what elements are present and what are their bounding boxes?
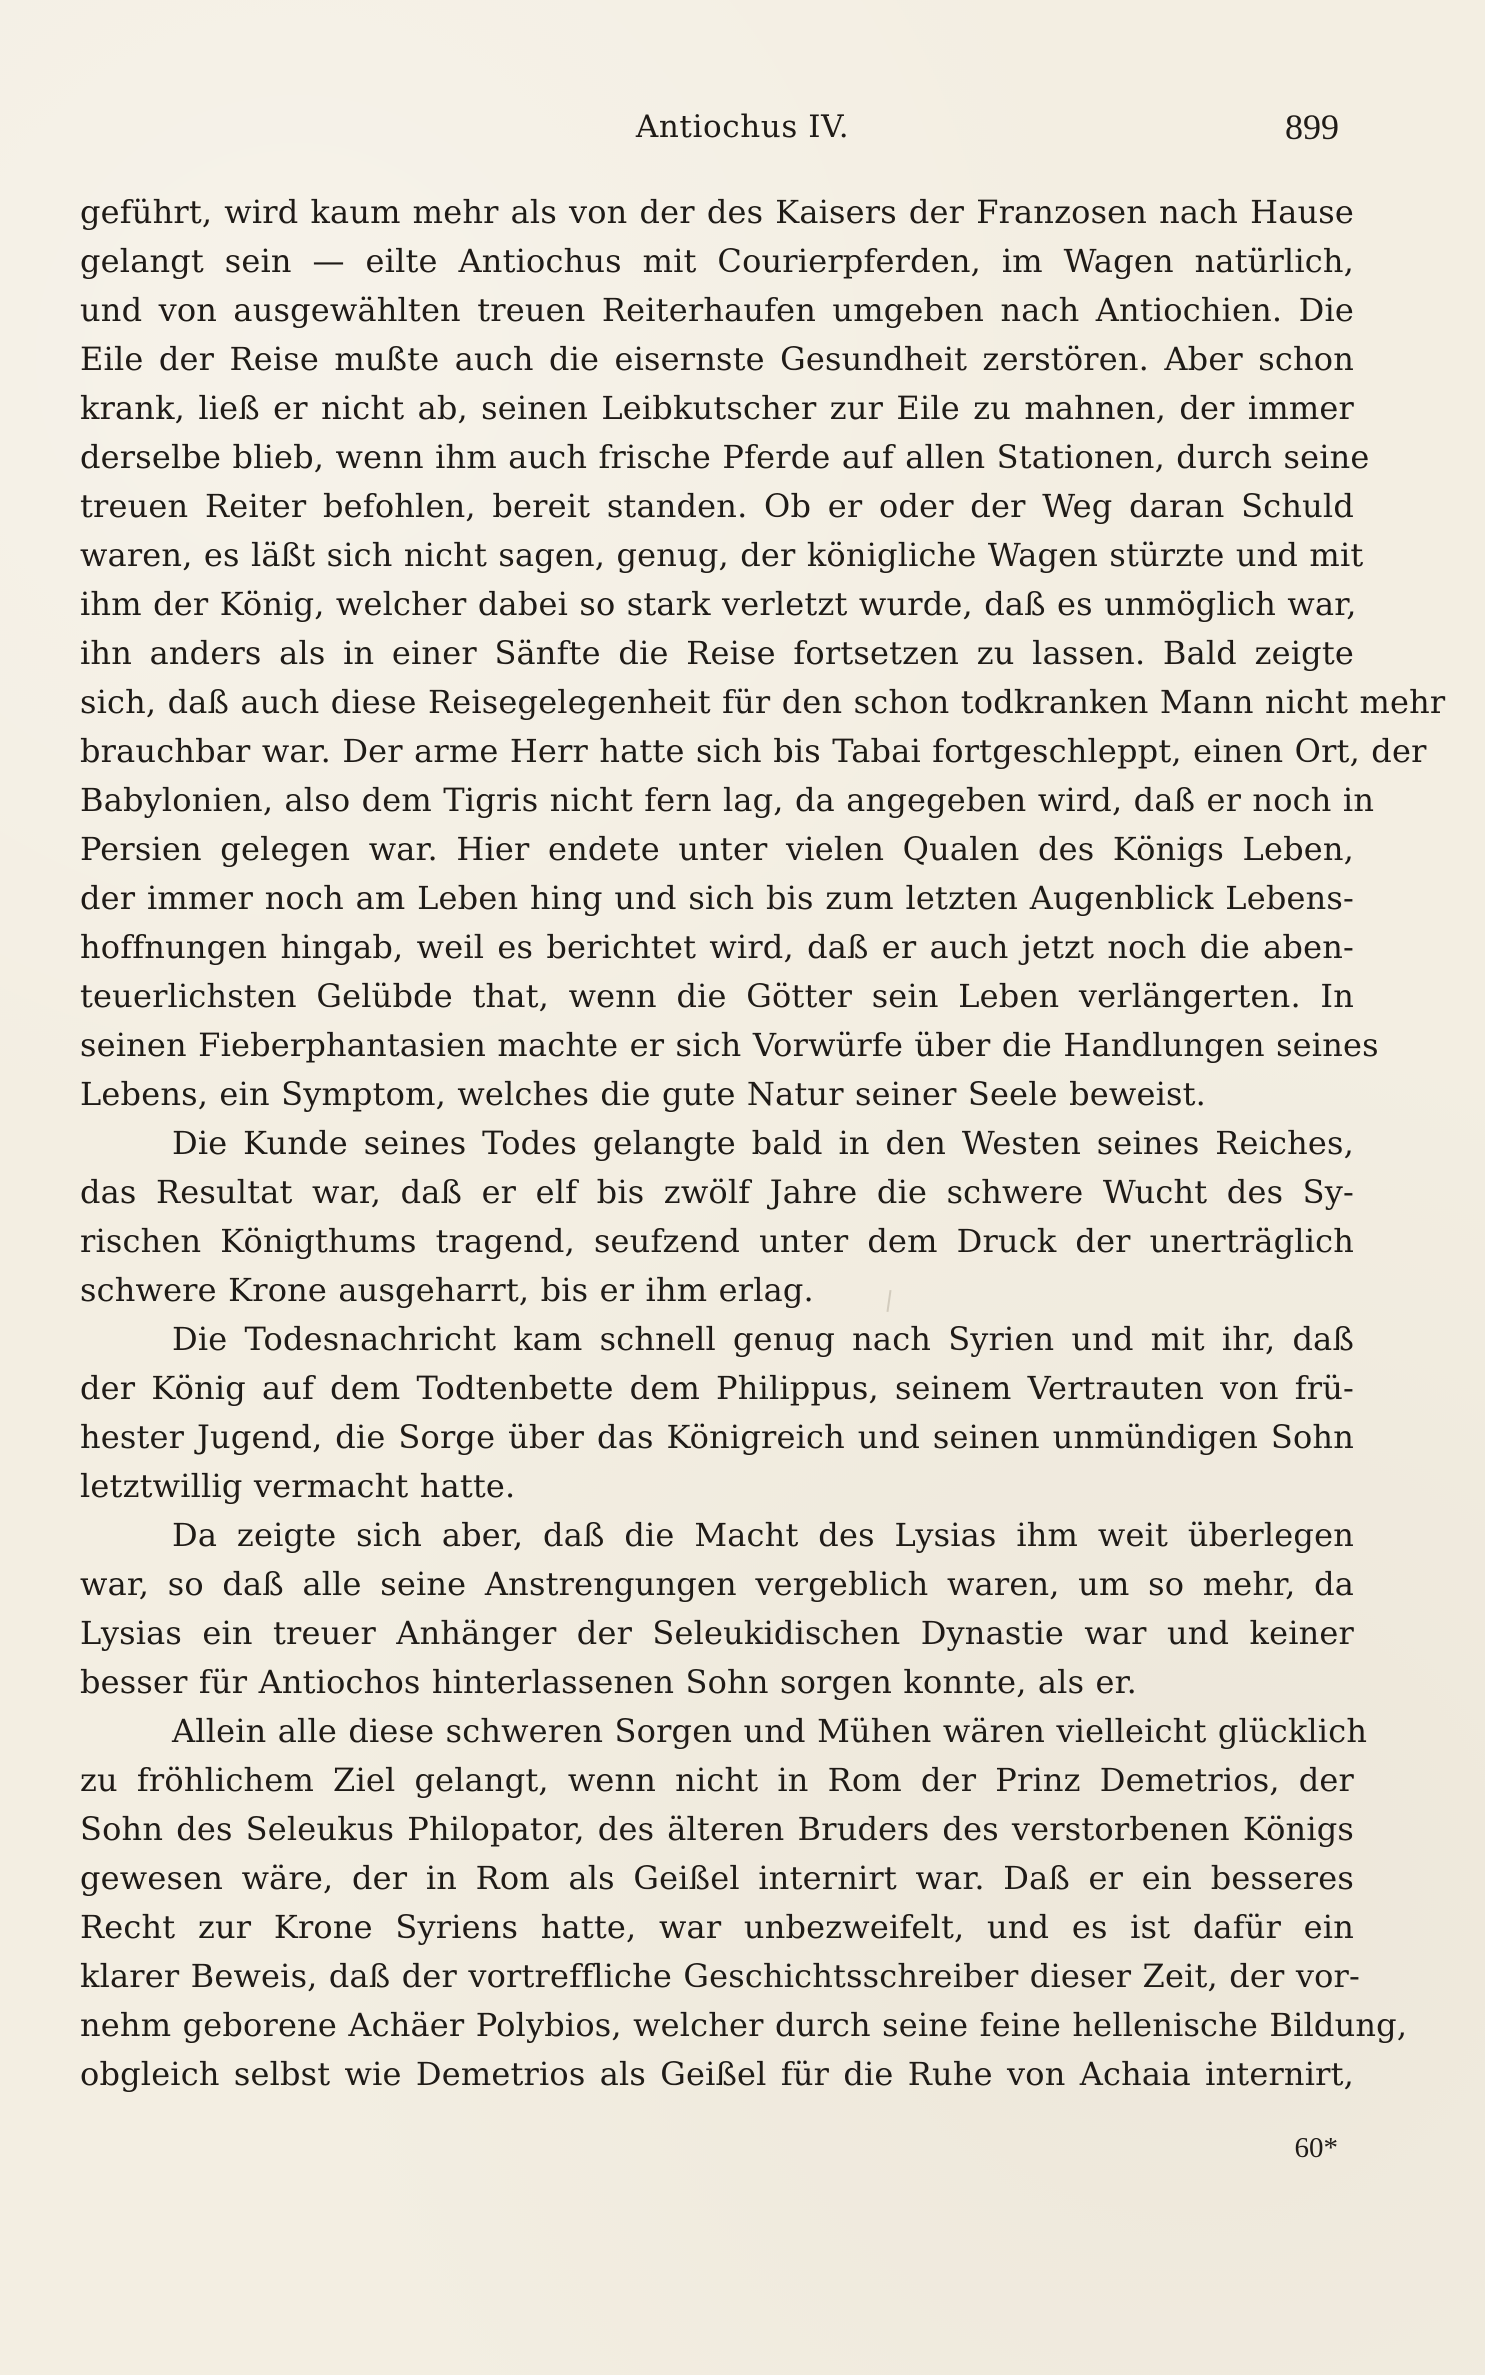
text-line-11: sich, daß auch diese Reisegelegenheit für den schon todkranken Mann nicht mehr — [80, 683, 1446, 721]
text-line-27: letztwillig vermacht hatte. — [80, 1467, 516, 1505]
text-line-12: brauchbar war. Der arme Herr hatte sich bis Tabai fortgeschleppt, einen Ort, der — [80, 732, 1427, 770]
text-line-16: hoffnungen hingab, weil es berichtet wird, daß er auch jetzt noch die aben- — [80, 928, 1354, 966]
text-line-14: Persien gelegen war. Hier endete unter vielen Qualen des Königs Leben, — [80, 830, 1354, 868]
text-line-30: Lysias ein treuer Anhänger der Seleukidischen Dynastie war und keiner — [80, 1614, 1354, 1652]
signature-mark: 60* — [1294, 2132, 1338, 2164]
text-line-31: besser für Antiochos hinterlassenen Sohn sorgen konnte, als er. — [80, 1663, 1137, 1701]
text-line-25: der König auf dem Todtenbette dem Philippus, seinem Vertrauten von frü- — [80, 1369, 1354, 1407]
text-line-36: Recht zur Krone Syriens hatte, war unbezweifelt, und es ist dafür ein — [80, 1908, 1354, 1946]
text-line-28: Da zeigte sich aber, daß die Macht des Lysias ihm weit überlegen — [172, 1516, 1354, 1554]
running-title: Antiochus IV. — [635, 109, 850, 145]
text-line-13: Babylonien, also dem Tigris nicht fern lag, da angegeben wird, daß er noch in — [80, 781, 1375, 819]
text-line-03: und von ausgewählten treuen Reiterhaufen umgeben nach Antiochien. Die — [80, 291, 1354, 329]
text-line-20: Die Kunde seines Todes gelangte bald in den Westen seines Reiches, — [172, 1124, 1354, 1162]
text-line-22: rischen Königthums tragend, seufzend unter dem Druck der unerträglich — [80, 1222, 1354, 1260]
text-line-26: hester Jugend, die Sorge über das Königreich und seinen unmündigen Sohn — [80, 1418, 1354, 1456]
page-number: 899 — [1285, 107, 1339, 147]
text-line-08: waren, es läßt sich nicht sagen, genug, der königliche Wagen stürzte und mit — [80, 536, 1364, 574]
text-line-01: geführt, wird kaum mehr als von der des Kaisers der Franzosen nach Hause — [80, 193, 1354, 231]
text-line-24: Die Todesnachricht kam schnell genug nach Syrien und mit ihr, daß — [172, 1320, 1354, 1358]
running-head — [0, 102, 1485, 152]
text-line-33: zu fröhlichem Ziel gelangt, wenn nicht in Rom der Prinz Demetrios, der — [80, 1761, 1354, 1799]
text-line-06: derselbe blieb, wenn ihm auch frische Pferde auf allen Stationen, durch seine — [80, 438, 1370, 476]
text-line-02: gelangt sein — eilte Antiochus mit Courierpferden, im Wagen natürlich, — [80, 242, 1354, 280]
text-line-15: der immer noch am Leben hing und sich bis zum letzten Augenblick Lebens- — [80, 879, 1354, 917]
text-line-32: Allein alle diese schweren Sorgen und Mühen wären vielleicht glücklich — [172, 1712, 1368, 1750]
text-line-19: Lebens, ein Symptom, welches die gute Natur seiner Seele beweist. — [80, 1075, 1206, 1113]
text-line-21: das Resultat war, daß er elf bis zwölf Jahre die schwere Wucht des Sy- — [80, 1173, 1354, 1211]
text-line-17: teuerlichsten Gelübde that, wenn die Götter sein Leben verlängerten. In — [80, 977, 1354, 1015]
text-line-34: Sohn des Seleukus Philopator, des älteren Bruders des verstorbenen Königs — [80, 1810, 1354, 1848]
text-line-10: ihn anders als in einer Sänfte die Reise fortsetzen zu lassen. Bald zeigte — [80, 634, 1354, 672]
text-line-39: obgleich selbst wie Demetrios als Geißel für die Ruhe von Achaia internirt, — [80, 2055, 1354, 2093]
text-line-38: nehm geborene Achäer Polybios, welcher durch seine feine hellenische Bildung, — [80, 2006, 1408, 2044]
text-line-07: treuen Reiter befohlen, bereit standen. Ob er oder der Weg daran Schuld — [80, 487, 1354, 525]
text-line-05: krank, ließ er nicht ab, seinen Leibkutscher zur Eile zu mahnen, der immer — [80, 389, 1354, 427]
text-line-09: ihm der König, welcher dabei so stark verletzt wurde, daß es unmöglich war, — [80, 585, 1357, 623]
text-line-23: schwere Krone ausgeharrt, bis er ihm erlag. — [80, 1271, 814, 1309]
text-line-37: klarer Beweis, daß der vortreffliche Geschichtsschreiber dieser Zeit, der vor- — [80, 1957, 1361, 1995]
body-text — [80, 188, 1446, 2148]
text-line-18: seinen Fieberphantasien machte er sich Vorwürfe über die Handlungen seines — [80, 1026, 1379, 1064]
text-line-29: war, so daß alle seine Anstrengungen vergeblich waren, um so mehr, da — [80, 1565, 1354, 1603]
text-line-35: gewesen wäre, der in Rom als Geißel internirt war. Daß er ein besseres — [80, 1859, 1354, 1897]
text-line-04: Eile der Reise mußte auch die eisernste Gesundheit zerstören. Aber schon — [80, 340, 1354, 378]
